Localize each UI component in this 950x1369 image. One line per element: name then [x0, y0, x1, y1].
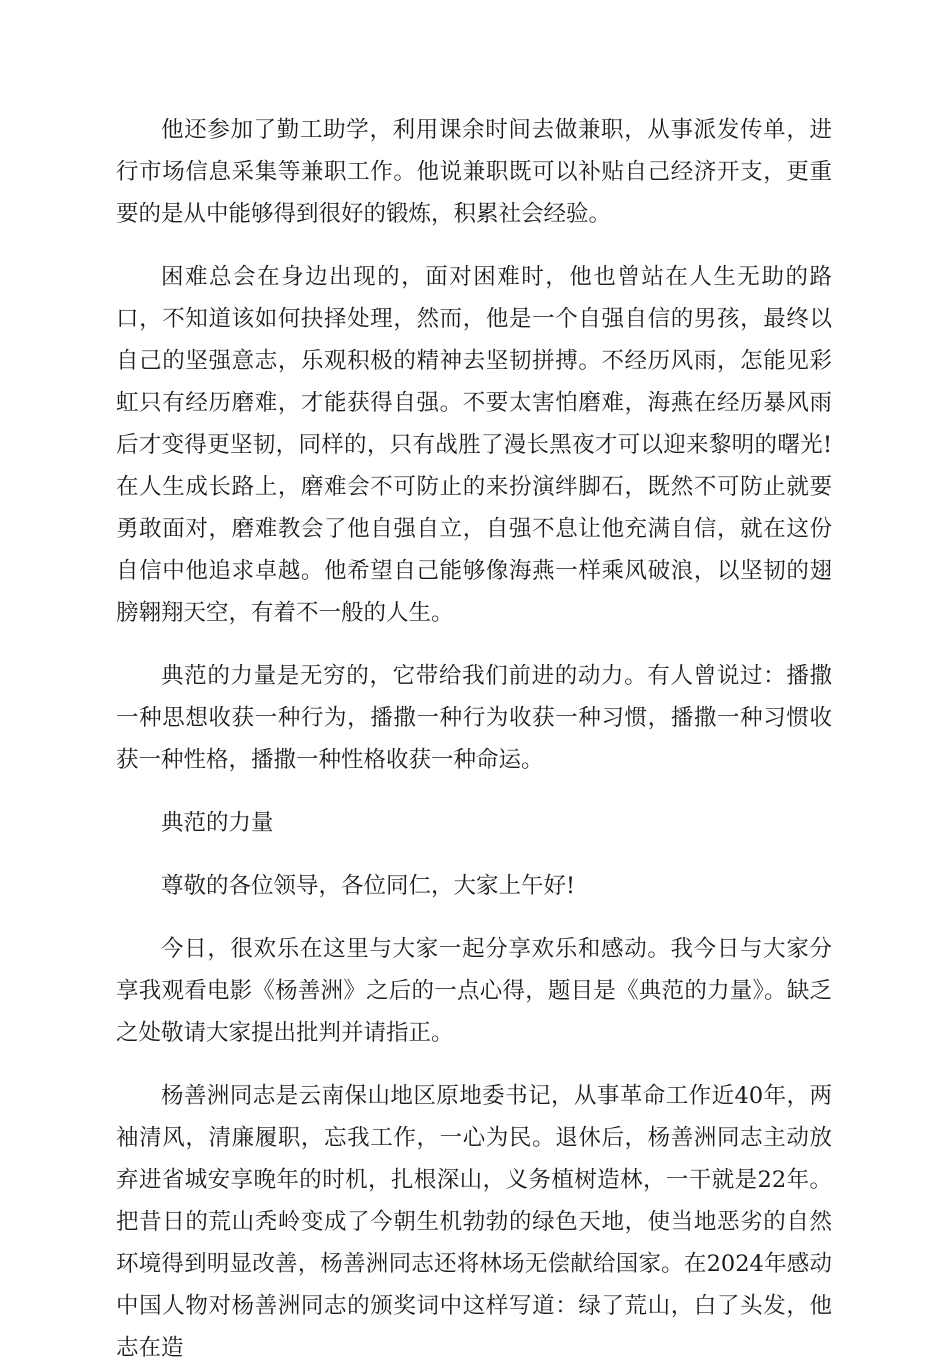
greeting: 尊敬的各位领导，各位同仁，大家上午好!: [161, 873, 576, 899]
paragraph-yang-shanzhou: 杨善洲同志是云南保山地区原地委书记，从事革命工作近40年，两袖清风，清廉履职，忘我工作，一心为民。退休后，杨善洲同志主动放弃进省城安享晚年的时机，扎根深山，义务植树造林，一干就是22年。把昔日的荒山秃岭变成了今朝生机勃勃的绿色天地，使当地恶劣的自然环境得到明显改善，杨善洲同志还将林场无偿献给国家。在2024年感动中国人物对杨善洲同志的颁奖词中这样写道：绿了荒山，白了头发，他志在造: [116, 1083, 832, 1361]
paragraph-work-study: 他还参加了勤工助学，利用课余时间去做兼职，从事派发传单，进行市场信息采集等兼职工作。他说兼职既可以补贴自己经济开支，更重要的是从中能够得到很好的锻炼，积累社会经验。: [116, 117, 832, 227]
paragraph-power-of-example: 典范的力量是无穷的，它带给我们前进的动力。有人曾说过：播撒一种思想收获一种行为，播撒一种行为收获一种习惯，播撒一种习惯收获一种性格，播撒一种性格收获一种命运。: [116, 663, 832, 773]
paragraph-overcoming-hardship: 困难总会在身边出现的，面对困难时，他也曾站在人生无助的路口，不知道该如何抉择处理，然而，他是一个自强自信的男孩，最终以自己的坚强意志，乐观积极的精神去坚韧拼搏。不经历风雨，怎能见彩虹只有经历磨难，才能获得自强。不要太害怕磨难，海燕在经历暴风雨后才变得更坚韧，同样的，只有战胜了漫长黑夜才可以迎来黎明的曙光!在人生成长路上，磨难会不可防止的来扮演绊脚石，既然不可防止就要勇敢面对，磨难教会了他自强自立，自强不息让他充满自信，就在这份自信中他追求卓越。他希望自己能够像海燕一样乘风破浪，以坚韧的翅膀翱翔天空，有着不一般的人生。: [116, 264, 832, 626]
paragraph-introduction: 今日，很欢乐在这里与大家一起分享欢乐和感动。我今日与大家分享我观看电影《杨善洲》之后的一点心得，题目是《典范的力量》。缺乏之处敬请大家提出批判并请指正。: [116, 936, 832, 1046]
section-title: 典范的力量: [161, 810, 274, 836]
